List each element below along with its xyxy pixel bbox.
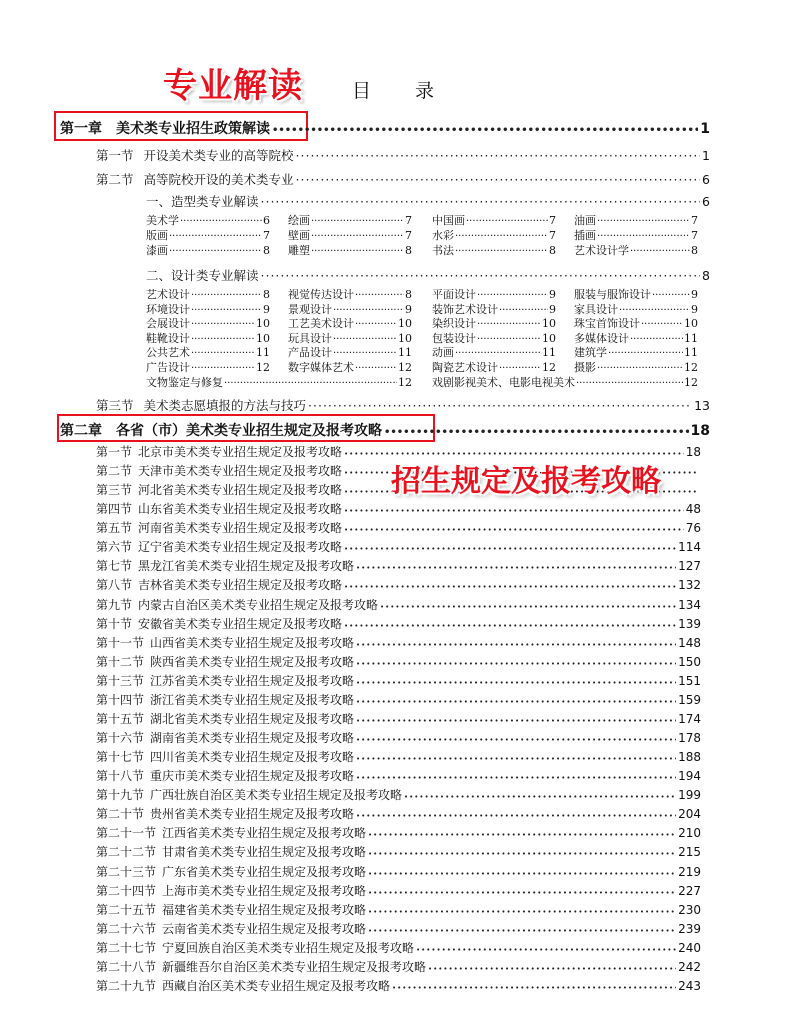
toc-section[interactable] (96, 576, 701, 593)
page-number: 12 (684, 361, 698, 374)
toc-section[interactable] (96, 396, 710, 414)
page-number: 9 (691, 302, 698, 316)
section-title: 四川省美术类专业招生规定及报考攻略 (150, 750, 355, 765)
toc-section[interactable] (96, 786, 701, 803)
major-entry[interactable] (288, 212, 412, 228)
toc-section[interactable] (96, 170, 710, 188)
section-title: 河北省美术类专业招生规定及报考攻略 (138, 483, 343, 498)
toc-section[interactable] (96, 538, 701, 555)
page-number: 10 (256, 317, 270, 331)
page-number: 11 (256, 346, 270, 360)
section-number: 第二十一节 (96, 826, 157, 841)
section-number: 第十五节 (96, 711, 145, 726)
section-title: 辽宁省美术类专业招生规定及报考攻略 (138, 540, 343, 555)
major-name: 数字媒体艺术 (288, 361, 354, 374)
major-name: 壁画 (288, 229, 310, 242)
major-name: 建筑学 (574, 346, 607, 360)
section-number: 第二十九节 (96, 978, 157, 993)
major-name: 美术学 (146, 214, 179, 227)
major-entry[interactable] (432, 374, 698, 390)
toc-section[interactable] (96, 901, 701, 918)
page-number: 12 (684, 375, 698, 389)
major-name: 雕塑 (288, 244, 310, 257)
page-number: 7 (691, 229, 698, 242)
page-number: 194 (678, 769, 701, 784)
section-title: 吉林省美术类专业招生规定及报考攻略 (138, 578, 343, 593)
section-title: 宁夏回族自治区美术类专业招生规定及报考攻略 (162, 940, 415, 955)
page-number: 6 (702, 194, 710, 209)
page-number: 148 (678, 635, 701, 650)
page-number: 18 (685, 445, 701, 459)
major-entry[interactable] (288, 344, 412, 360)
strategy-banner: 招生规定及报考攻略 (391, 464, 661, 499)
toc-section[interactable] (96, 500, 701, 517)
major-entry[interactable] (432, 315, 556, 331)
section-number: 第八节 (96, 578, 133, 593)
title-char-2: 录 (415, 80, 435, 102)
page-number: 8 (263, 244, 270, 257)
major-entry[interactable] (146, 227, 270, 243)
major-entry[interactable] (574, 227, 698, 243)
section-title: 西藏自治区美术类专业招生规定及报考攻略 (162, 978, 391, 993)
section-title: 湖南省美术类专业招生规定及报考攻略 (150, 731, 355, 746)
chapter-title: 第二章 各省（市）美术类专业招生规定及报考攻略 (60, 423, 382, 439)
page-number: 8 (549, 244, 556, 257)
toc-section[interactable] (96, 672, 701, 689)
major-entry[interactable] (432, 359, 556, 375)
section-number: 第六节 (96, 540, 133, 555)
section-title: 安徽省美术类专业招生规定及报考攻略 (138, 616, 343, 631)
major-name: 玩具设计 (288, 331, 332, 345)
page-number: 127 (678, 559, 701, 574)
section-title: 陕西省美术类专业招生规定及报考攻略 (150, 654, 355, 669)
page-number: 1 (700, 121, 710, 137)
section-number: 第九节 (96, 597, 133, 612)
major-name: 摄影 (574, 361, 596, 374)
major-entry[interactable] (432, 212, 556, 228)
toc-section[interactable] (96, 748, 701, 765)
major-name: 水彩 (432, 229, 454, 242)
page-number: 12 (398, 361, 412, 374)
page-number: 6 (263, 214, 270, 227)
major-name: 平面设计 (432, 288, 476, 301)
section-title: 北京市美术类专业招生规定及报考攻略 (138, 445, 343, 459)
major-entry[interactable] (574, 301, 698, 317)
toc-section[interactable] (96, 653, 701, 670)
major-entry[interactable] (574, 344, 698, 360)
major-name: 绘画 (288, 214, 310, 227)
major-name: 环境设计 (146, 302, 190, 316)
page-number: 8 (405, 288, 412, 301)
page-number: 219 (678, 864, 701, 879)
page-number: 178 (678, 731, 701, 746)
major-name: 多媒体设计 (574, 331, 629, 345)
major-name: 油画 (574, 214, 596, 227)
major-entry[interactable] (288, 242, 412, 258)
section-title: 浙江省美术类专业招生规定及报考攻略 (150, 692, 355, 707)
page-number: 8 (702, 268, 710, 283)
section-title: 美术类志愿填报的方法与技巧 (143, 398, 307, 413)
major-entry[interactable] (432, 227, 556, 243)
page-title (352, 76, 434, 103)
section-title: 河南省美术类专业招生规定及报考攻略 (138, 521, 343, 536)
page-number: 134 (678, 597, 701, 612)
page-number: 11 (684, 331, 698, 345)
major-entry[interactable] (146, 212, 270, 228)
major-name: 装饰艺术设计 (432, 302, 498, 316)
major-name: 版画 (146, 229, 168, 242)
page-number: 6 (702, 172, 710, 187)
section-number: 第十一节 (96, 635, 145, 650)
toc-section[interactable] (96, 843, 701, 860)
major-entry[interactable] (288, 330, 412, 346)
major-entry[interactable] (146, 330, 270, 346)
page-number: 242 (678, 959, 701, 974)
major-name: 戏剧影视美术、电影电视美术 (432, 375, 575, 389)
major-entry[interactable] (574, 242, 698, 258)
major-entry[interactable] (288, 315, 412, 331)
major-entry[interactable] (574, 359, 698, 375)
page-number: 12 (256, 361, 270, 374)
section-number: 第一节 (96, 148, 134, 163)
major-name: 视觉传达设计 (288, 288, 354, 301)
page-number: 11 (684, 346, 698, 360)
section-title: 高等院校开设的美术类专业 (143, 172, 294, 187)
page-number: 150 (678, 654, 701, 669)
page-number: 10 (398, 317, 412, 331)
page-number: 9 (263, 302, 270, 316)
page-number: 230 (678, 902, 701, 917)
page-number: 8 (691, 244, 698, 257)
toc-section[interactable] (96, 882, 701, 899)
major-entry[interactable] (288, 286, 412, 302)
page-number: 9 (691, 288, 698, 301)
page-number: 10 (542, 331, 556, 345)
major-name: 文物鉴定与修复 (146, 375, 223, 389)
major-entry[interactable] (288, 301, 412, 317)
page-number: 10 (542, 317, 556, 331)
section-number: 第四节 (96, 502, 133, 517)
section-title: 天津市美术类专业招生规定及报考攻略 (138, 464, 343, 479)
page-number: 7 (263, 229, 270, 242)
page-number: 139 (678, 616, 701, 631)
section-title: 广东省美术类专业招生规定及报考攻略 (162, 864, 367, 879)
major-name: 广告设计 (146, 361, 190, 374)
major-entry[interactable] (432, 344, 556, 360)
section-number: 第十四节 (96, 692, 145, 707)
page-number: 8 (263, 288, 270, 301)
toc-section[interactable] (96, 863, 701, 880)
major-entry[interactable] (146, 301, 270, 317)
major-entry[interactable] (432, 242, 556, 258)
section-title: 甘肃省美术类专业招生规定及报考攻略 (162, 845, 367, 860)
toc-section[interactable] (96, 691, 701, 708)
page-number: 76 (685, 521, 701, 536)
section-number: 第二十节 (96, 807, 145, 822)
major-entry[interactable] (432, 286, 556, 302)
section-title: 云南省美术类专业招生规定及报考攻略 (162, 921, 367, 936)
section-number: 第二十五节 (96, 902, 157, 917)
section-number: 第十二节 (96, 654, 145, 669)
section-title: 江苏省美术类专业招生规定及报考攻略 (150, 673, 355, 688)
major-name: 景观设计 (288, 302, 332, 316)
section-title: 江西省美术类专业招生规定及报考攻略 (162, 826, 367, 841)
page-number: 114 (678, 540, 701, 555)
major-entry[interactable] (574, 212, 698, 228)
section-number: 第十六节 (96, 731, 145, 746)
page-number: 9 (405, 302, 412, 316)
major-entry[interactable] (146, 374, 412, 390)
section-number: 第三节 (96, 483, 133, 498)
major-name: 艺术设计学 (574, 244, 629, 257)
page-number: 48 (685, 502, 701, 517)
page-number: 9 (549, 288, 556, 301)
page-number: 10 (256, 331, 270, 345)
major-entry[interactable] (146, 359, 270, 375)
toc-section[interactable] (96, 710, 701, 727)
section-title: 黑龙江省美术类专业招生规定及报考攻略 (138, 559, 355, 574)
toc-section[interactable] (96, 920, 701, 937)
section-number: 第二十三节 (96, 864, 157, 879)
section-title: 广西壮族自治区美术类专业招生规定及报考攻略 (150, 788, 403, 803)
toc-section[interactable] (96, 634, 701, 651)
toc-section[interactable] (96, 977, 701, 994)
major-entry[interactable] (574, 330, 698, 346)
title-char-1: 目 (352, 80, 372, 102)
toc-section[interactable] (96, 958, 701, 975)
major-name: 鞋靴设计 (146, 331, 190, 345)
section-number: 第二十八节 (96, 959, 157, 974)
page-number: 7 (405, 214, 412, 227)
page-number: 1 (702, 148, 710, 163)
section-title: 新疆维吾尔自治区美术类专业招生规定及报考攻略 (162, 959, 427, 974)
section-number: 第二十四节 (96, 883, 157, 898)
major-name: 服装与服饰设计 (574, 288, 651, 301)
toc-section[interactable] (96, 805, 701, 822)
section-number: 第七节 (96, 559, 133, 574)
major-entry[interactable] (146, 286, 270, 302)
toc-section[interactable] (96, 939, 701, 956)
page-number: 151 (678, 673, 701, 688)
toc-section[interactable] (96, 596, 701, 613)
toc-subsection[interactable] (146, 266, 710, 284)
subsection-title: 一、造型类专业解读 (146, 194, 259, 209)
section-title: 山东省美术类专业招生规定及报考攻略 (138, 502, 343, 517)
major-name: 包装设计 (432, 331, 476, 345)
page-number: 8 (405, 244, 412, 257)
major-name: 家具设计 (574, 302, 618, 316)
page-number: 215 (678, 845, 701, 860)
section-number: 第二十二节 (96, 845, 157, 860)
major-name: 珠宝首饰设计 (574, 317, 640, 331)
toc-section[interactable] (96, 767, 701, 784)
section-number: 第二节 (96, 464, 133, 479)
page-number: 243 (678, 978, 701, 993)
page-number: 12 (398, 375, 412, 389)
page-number: 9 (549, 302, 556, 316)
major-name: 书法 (432, 244, 454, 257)
page-number: 174 (678, 711, 701, 726)
section-title: 重庆市美术类专业招生规定及报考攻略 (150, 769, 355, 784)
page-number: 204 (678, 807, 701, 822)
section-number: 第十三节 (96, 673, 145, 688)
page-number: 199 (678, 788, 701, 803)
section-number: 第十节 (96, 616, 133, 631)
section-number: 第二十七节 (96, 940, 157, 955)
toc-chapter-2[interactable] (60, 420, 710, 440)
section-title: 山西省美术类专业招生规定及报考攻略 (150, 635, 355, 650)
page-number: 239 (678, 921, 701, 936)
page-number: 7 (691, 214, 698, 227)
major-entry[interactable] (574, 315, 698, 331)
major-entry[interactable] (288, 227, 412, 243)
toc-section[interactable] (96, 146, 710, 164)
toc-section[interactable] (96, 519, 701, 536)
toc-section[interactable] (96, 557, 701, 574)
major-name: 会展设计 (146, 317, 190, 331)
section-number: 第十九节 (96, 788, 145, 803)
major-name: 工艺美术设计 (288, 317, 354, 331)
page-number: 11 (542, 346, 556, 360)
section-title: 上海市美术类专业招生规定及报考攻略 (162, 883, 367, 898)
section-number: 第二十六节 (96, 921, 157, 936)
major-entry[interactable] (146, 315, 270, 331)
page-number: 132 (678, 578, 701, 593)
major-name: 染织设计 (432, 317, 476, 331)
chapter-title: 第一章 美术类专业招生政策解读 (60, 121, 270, 137)
section-title: 福建省美术类专业招生规定及报考攻略 (162, 902, 367, 917)
major-entry[interactable] (146, 242, 270, 258)
toc-section[interactable] (96, 729, 701, 746)
major-name: 艺术设计 (146, 288, 190, 301)
toc-chapter-1[interactable] (60, 118, 710, 138)
section-number: 第三节 (96, 398, 134, 413)
major-name: 中国画 (432, 214, 465, 227)
major-name: 漆画 (146, 244, 168, 257)
page-number: 227 (678, 883, 701, 898)
page-number: 11 (398, 346, 412, 360)
page-number: 10 (684, 317, 698, 331)
toc-section[interactable] (96, 615, 701, 632)
page-number: 12 (542, 361, 556, 374)
page-number: 13 (694, 398, 710, 413)
major-name: 动画 (432, 346, 454, 360)
major-name: 公共艺术 (146, 346, 190, 360)
major-name: 产品设计 (288, 346, 332, 360)
section-number: 第二节 (96, 172, 134, 187)
page-number: 210 (678, 826, 701, 841)
subsection-title: 二、设计类专业解读 (146, 268, 259, 283)
section-number: 第一节 (96, 445, 133, 459)
section-title: 开设美术类专业的高等院校 (143, 148, 294, 163)
page-number: 159 (678, 692, 701, 707)
section-title: 内蒙古自治区美术类专业招生规定及报考攻略 (138, 597, 379, 612)
section-number: 第十七节 (96, 750, 145, 765)
page-number: 188 (678, 750, 701, 765)
toc-subsection[interactable] (146, 192, 710, 210)
page-number: 240 (678, 940, 701, 955)
page-number: 7 (549, 214, 556, 227)
page-number: 7 (405, 229, 412, 242)
page-number: 7 (549, 229, 556, 242)
major-entry[interactable] (432, 301, 556, 317)
page-number: 10 (398, 331, 412, 345)
major-entry[interactable] (288, 359, 412, 375)
major-entry[interactable] (146, 344, 270, 360)
toc-section[interactable] (96, 824, 701, 841)
major-entry[interactable] (574, 286, 698, 302)
major-name: 插画 (574, 229, 596, 242)
section-number: 第五节 (96, 521, 133, 536)
header-banner: 专业解读 (163, 66, 303, 106)
major-entry[interactable] (432, 330, 556, 346)
section-title: 贵州省美术类专业招生规定及报考攻略 (150, 807, 355, 822)
section-number: 第十八节 (96, 769, 145, 784)
major-name: 陶瓷艺术设计 (432, 361, 498, 374)
page-number: 18 (690, 423, 710, 439)
section-title: 湖北省美术类专业招生规定及报考攻略 (150, 711, 355, 726)
